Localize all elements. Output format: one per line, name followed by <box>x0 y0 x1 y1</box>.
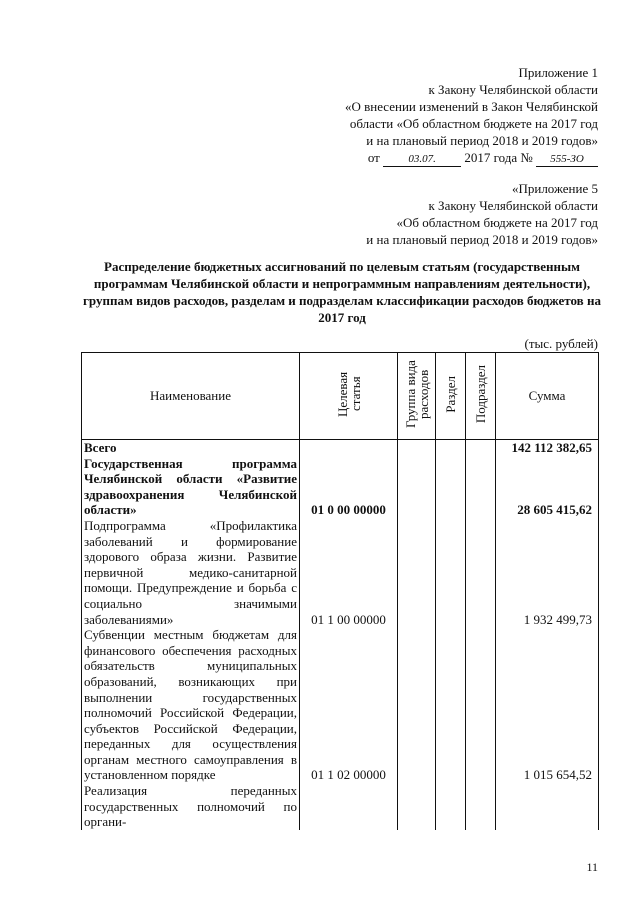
row-subsection <box>466 627 496 783</box>
header-subsection: Подраздел <box>466 353 496 440</box>
appendix-1-line: области «Об областном бюджете на 2017 год <box>349 116 598 131</box>
law-number-field: 555-ЗО <box>536 153 598 167</box>
appendix-5-line: «Приложение 5 <box>511 181 598 196</box>
row-sum: 28 605 415,62 <box>496 456 599 518</box>
row-name: Субвенции местным бюджетам для финансового обеспечения расходных обязательств муниципальных образований, возникающих при выполнении государственных полномочий Российской Федерации, субъектов Российской Федерации, переданных для осуществления органам местного самоуправления в установленном порядке <box>82 627 300 783</box>
row-subsection <box>466 440 496 456</box>
row-section <box>436 627 466 783</box>
date-suffix: 2017 года № <box>464 150 533 165</box>
row-section <box>436 783 466 830</box>
table-row <box>82 518 599 627</box>
page-number: 11 <box>586 860 598 874</box>
document-title: Распределение бюджетных ассигнований по целевым статьям (государственным программам Челябинской области и непрограммным направлениям деятельности), группам видов расходов, разделам и подразделам классификации расходов бюджетов на 2017 год <box>83 259 601 325</box>
row-section <box>436 440 466 456</box>
row-sum: 1 932 499,73 <box>496 518 599 627</box>
header-sum: Сумма <box>496 353 599 440</box>
row-group <box>398 456 436 518</box>
row-name: Государственная программа Челябинской области «Развитие здравоохранения Челябинской области» <box>82 456 300 518</box>
appendix-1-line: и на плановый период 2018 и 2019 годов» <box>366 133 598 148</box>
row-target-code: 01 1 02 00000 <box>300 627 398 783</box>
appendix-5-line: и на плановый период 2018 и 2019 годов» <box>366 232 598 247</box>
law-date-line <box>345 149 598 167</box>
row-group <box>398 440 436 456</box>
row-section <box>436 518 466 627</box>
budget-table <box>81 352 599 830</box>
header-name: Наименование <box>82 353 300 440</box>
row-name: Реализация переданных государственных полномочий по органи- <box>82 783 300 830</box>
appendix-1-line: Приложение 1 <box>518 65 598 80</box>
appendix-5-block <box>366 180 598 248</box>
row-subsection <box>466 456 496 518</box>
row-sum <box>496 783 599 830</box>
table-row <box>82 627 599 783</box>
appendix-1-line: «О внесении изменений в Закон Челябинской <box>344 99 598 114</box>
appendix-5-line: «Об областном бюджете на 2017 год <box>396 215 598 230</box>
table-row <box>82 440 599 456</box>
date-field: 03.07. <box>383 153 461 167</box>
row-sum: 142 112 382,65 <box>496 440 599 456</box>
row-section <box>436 456 466 518</box>
row-subsection <box>466 783 496 830</box>
units-label: (тыс. рублей) <box>524 336 598 351</box>
row-group <box>398 627 436 783</box>
header-expense-group: Группа вида расходов <box>398 353 436 440</box>
row-subsection <box>466 518 496 627</box>
row-target-code <box>300 440 398 456</box>
appendix-1-block <box>345 64 598 167</box>
row-target-code: 01 0 00 00000 <box>300 456 398 518</box>
row-name: Всего <box>82 440 300 456</box>
header-target-article: Целевая статья <box>300 353 398 440</box>
row-name: Подпрограмма «Профилактика заболеваний и формирование здорового образа жизни. Развитие первичной медико-санитарной помощи. Предупреждение и борьба с социально значимыми заболеваниями» <box>82 518 300 627</box>
date-prefix: от <box>367 150 380 165</box>
table-header-row <box>82 353 599 440</box>
table-row <box>82 456 599 518</box>
appendix-1-line: к Закону Челябинской области <box>428 82 598 97</box>
header-section: Раздел <box>436 353 466 440</box>
row-group <box>398 518 436 627</box>
table-row <box>82 783 599 830</box>
appendix-5-line: к Закону Челябинской области <box>428 198 598 213</box>
row-target-code: 01 1 00 00000 <box>300 518 398 627</box>
row-target-code <box>300 783 398 830</box>
row-sum: 1 015 654,52 <box>496 627 599 783</box>
row-group <box>398 783 436 830</box>
